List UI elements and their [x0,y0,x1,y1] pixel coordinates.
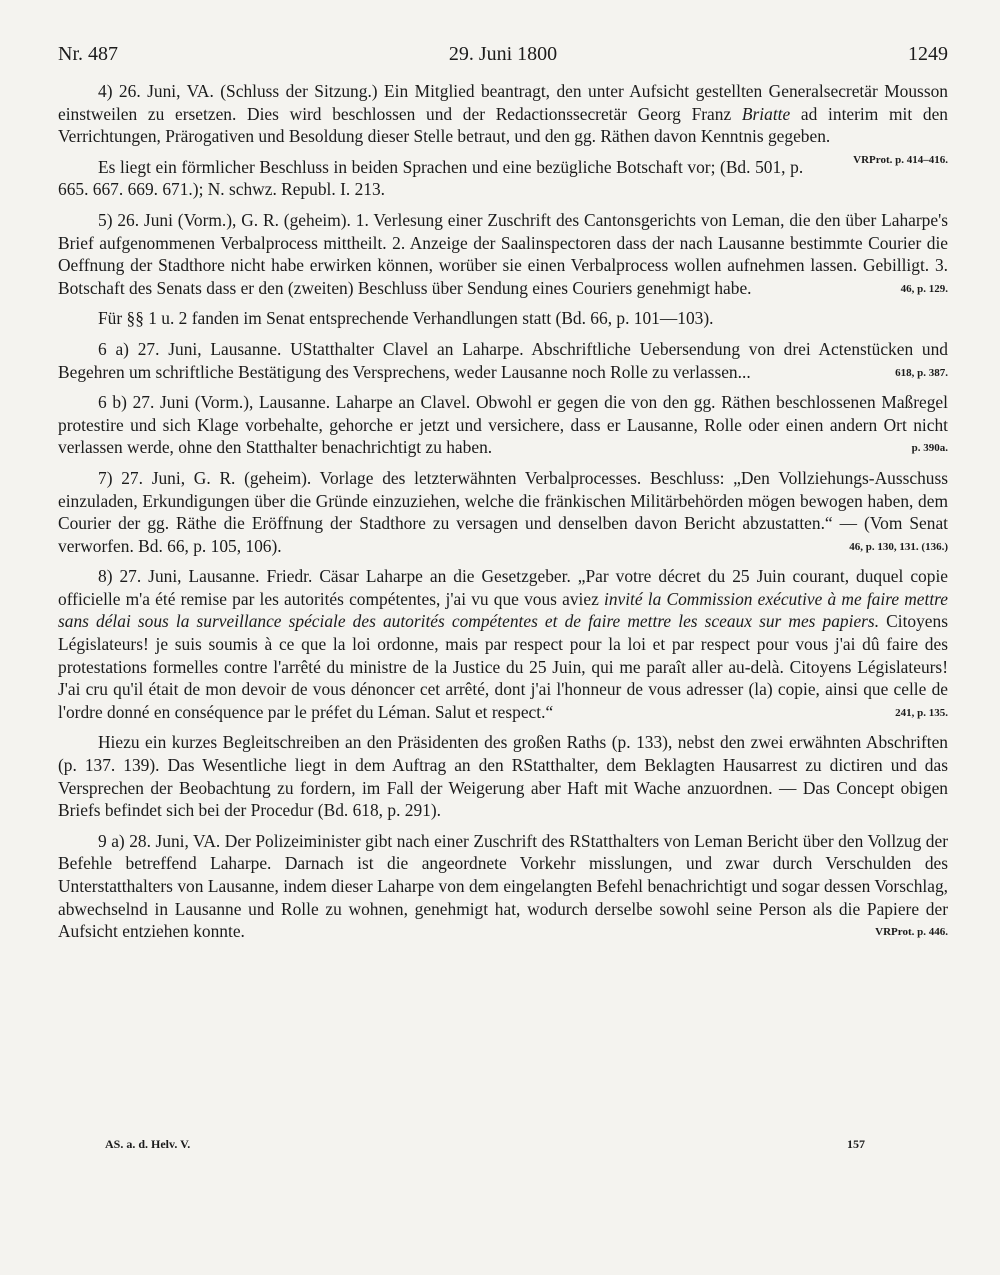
entry-6a: 6 a) 27. Juni, Lausanne. UStatthalter Clavel an Laharpe. Abschriftliche Uebersendung von drei Actenstücken und Begehren um schriftliche Bestätigung des Versprechens, weder Lausanne noch Rolle zu verlassen... 618, p. 387. [58,338,948,383]
entry-4: 4) 26. Juni, VA. (Schluss der Sitzung.) Ein Mitglied beantragt, den unter Aufsicht gestellten Generalsecretär Mousson einstweilen zu ersetzen. Dies wird beschlossen und der Redactionssecretär Georg Franz Briatte ad interim mit den Verrichtungen, Prärogativen und Besoldung dieser Stelle betraut, und den gg. Räthen davon Kenntnis gegeben. VRProt. p. 414–416. [58,80,948,148]
page-header [58,43,948,71]
entry-8-note: Hiezu ein kurzes Begleitschreiben an den Präsidenten des großen Raths (p. 133), nebst den zwei erwähnten Abschriften (p. 137. 139). Das Wesentliche liegt in dem Auftrag an den RStatthalter, dem Beklagten Hausarrest zu dictiren und das Versprechen der Beobachtung zu fordern, im Fall der Weigerung aber Haft mit Wache anzuordnen. — Das Concept obigen Briefs befindet sich bei der Procedur (Bd. 618, p. 291). [58,732,948,821]
document-body [58,80,948,951]
entry-6b: 6 b) 27. Juni (Vorm.), Lausanne. Laharpe an Clavel. Obwohl er gegen die von den gg. Räthen beschlossenen Maßregel protestire und sich Klage vorbehalte, gehorche er jetzt und versichere, dass er Lausanne, Rolle oder einen andern Ort nicht verlassen werde, ohne den Statthalter benachrichtigt zu haben. p. 390a. [58,391,948,459]
reference: VRProt. p. 414–416. [853,153,948,166]
reference: 46, p. 129. [900,282,948,295]
entry-5-note: Für §§ 1 u. 2 fanden im Senat entsprechende Verhandlungen statt (Bd. 66, p. 101—103). [98,308,714,329]
entry-7: 7) 27. Juni, G. R. (geheim). Vorlage des letzterwähnten Verbalprocesses. Beschluss: „Den Vollziehungs-Ausschuss einzuladen, Erkundigungen über die Gründe einzuziehen, welche die fränkischen Militärbehörden mögen bewogen haben, dem Courier der gg. Räthe die Eröffnung der Stadthore zu versagen und denselben davon Bericht abzustatten.“ — (Vom Senat verworfen. Bd. 66, p. 105, 106). 46, p. 130, 131. (136.) [58,467,948,557]
page-number: 1249 [908,43,948,65]
entry-number: Nr. 487 [58,43,118,65]
entry-9a: 9 a) 28. Juni, VA. Der Polizeiminister gibt nach einer Zuschrift des RStatthalters von Leman Bericht über den Vollzug der Befehle betreffend Laharpe. Darnach ist die angeordnete Vorkehr misslungen, und zwar durch Verschulden des Unterstatthalters von Lausanne, indem dieser Laharpe von dem eingelangten Befehl benachrichtigt und sogar dessen Vorschlag, abwechselnd in Lausanne und Rolle zu wohnen, genehmigt hat, wodurch derselbe sowohl seine Person als die Papiere der Aufsicht entziehen konnte. VRProt. p. 446. [58,830,948,943]
entry-4-note: Es liegt ein förmlicher Beschluss in beiden Sprachen und eine bezügliche Botschaft vor; (Bd. 501, p. 665. 667. 669. 671.); N. schwz. Republ. I. 213. [58,156,804,200]
entry-8: 8) 27. Juni, Lausanne. Friedr. Cäsar Laharpe an die Gesetzgeber. „Par votre décret du 25 Juin courant, duquel copie officielle m'a été remise par les autorités compétentes, j'ai vu que vous aviez invité la Commission exécutive à me faire mettre sans délai sous la surveillance spéciale des autorités compétentes et de faire mettre les sceaux sur mes papiers. Citoyens Législateurs! je suis soumis à ce que la loi ordonne, mais par respect pour la loi et par respect pour vous j'ai dû faire des protestations formelles contre l'arrêté du ministre de la Justice du 25 Juin, qui me paraît aller au-delà. Citoyens Législateurs! J'ai cru qu'il était de mon devoir de vous dénoncer cet arrêté, dont j'ai l'honneur de vous adresser (la) copie, ainsi que celle de l'ordre donné en conséquence par le préfet du Léman. Salut et respect.“ 241, p. 135. [58,565,948,723]
entry-5: 5) 26. Juni (Vorm.), G. R. (geheim). 1. Verlesung einer Zuschrift des Cantonsgerichts von Leman, die den über Laharpe's Brief aufgenommenen Verbalprocess mittheilt. 2. Anzeige der Saalinspectoren dass der nach Lausanne bestimmte Courier die Oeffnung der Stadthore nicht habe erwirken können, worüber sie einen Verbalprocess wollen aufnehmen lassen. Gebilligt. 3. Botschaft des Senats dass er den (zweiten) Beschluss über Sendung eines Couriers genehmigt habe. 46, p. 129. [58,209,948,299]
source-signature: AS. a. d. Helv. V. [105,1137,191,1151]
sheet-number: 157 [847,1137,865,1151]
page-date: 29. Juni 1800 [448,43,558,65]
reference: 618, p. 387. [895,366,948,379]
reference: 46, p. 130, 131. (136.) [849,540,948,553]
reference: p. 390a. [911,442,948,455]
reference: VRProt. p. 446. [875,926,948,939]
reference: 241, p. 135. [895,706,948,719]
